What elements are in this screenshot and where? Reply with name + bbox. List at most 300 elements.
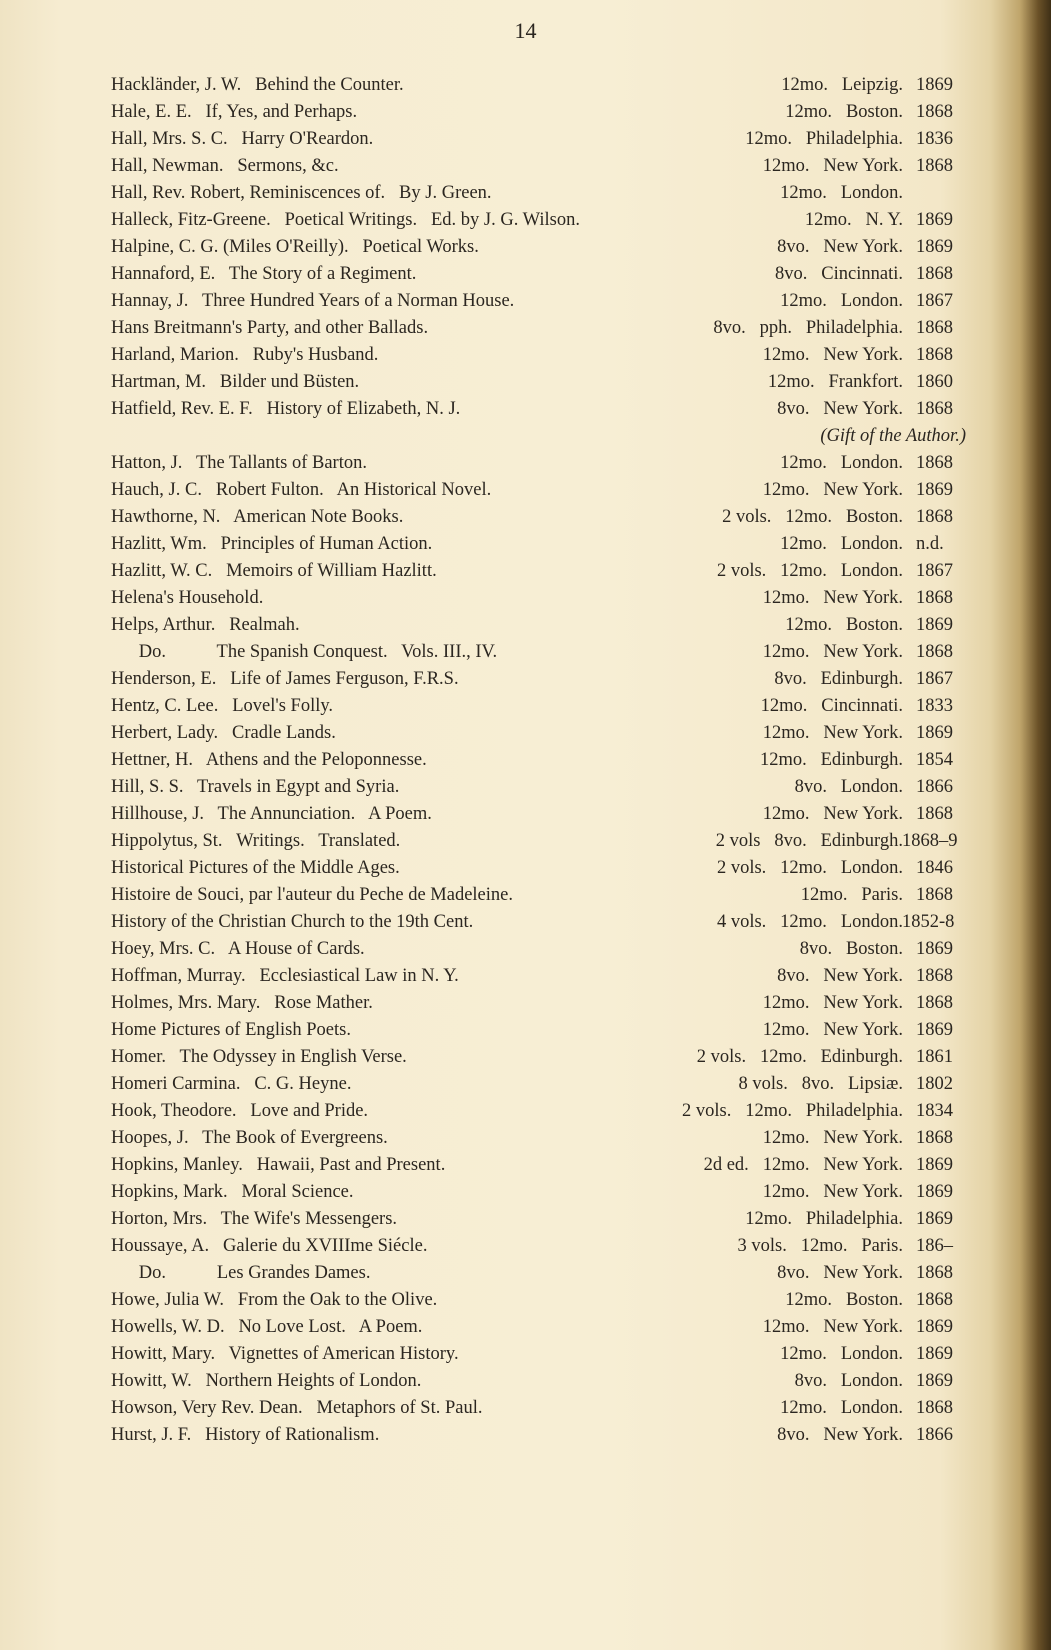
entry-format: 12mo. — [767, 372, 815, 392]
entry-imprint — [763, 801, 903, 827]
catalogue-entry — [0, 990, 1051, 1016]
entry-year: 1867 — [916, 291, 953, 311]
catalogue-entry — [0, 450, 1051, 476]
entry-place: New York. — [823, 966, 903, 986]
entry-year: 1869 — [916, 210, 953, 230]
entry-year: 1833 — [916, 696, 953, 716]
entry-title: Hentz, C. Lee. Lovel's Folly. — [111, 696, 334, 716]
entry-format: 12mo. — [780, 453, 827, 473]
entry-title: Do. Les Grandes Dames. — [111, 1263, 371, 1283]
entry-imprint — [800, 936, 903, 962]
entry-year: 1869 — [916, 615, 953, 635]
entry-place: London. — [840, 777, 903, 797]
entry-year: 1861 — [916, 1047, 953, 1067]
entry-place: Philadelphia. — [805, 318, 903, 338]
entry-year: 1868 — [916, 507, 953, 527]
entry-title: Hannay, J. Three Hundred Years of a Norman House. — [111, 291, 515, 311]
entry-place: London. — [840, 291, 903, 311]
entry-year: 1868 — [916, 642, 953, 662]
entry-place: New York. — [823, 399, 903, 419]
entry-imprint — [717, 558, 903, 584]
entry-year: 1868 — [916, 1290, 953, 1310]
entry-format: 12mo. — [780, 858, 827, 878]
entry-title: Hall, Rev. Robert, Reminiscences of. By J. Green. — [111, 183, 492, 203]
entry-imprint — [768, 369, 903, 395]
entry-place: London. — [840, 858, 903, 878]
entry-year: 1869 — [916, 75, 953, 95]
entry-format: 12mo. — [762, 1128, 810, 1148]
entry-year: 1868 — [916, 804, 953, 824]
entry-year: 1869 — [916, 1020, 953, 1040]
catalogue-entry — [0, 1341, 1051, 1367]
catalogue-entry — [0, 747, 1051, 773]
entry-vols: 2 vols. — [696, 1047, 747, 1067]
entry-place: London. — [840, 1398, 903, 1418]
entry-year: 1869 — [916, 237, 953, 257]
entry-format: 8vo. — [777, 966, 810, 986]
entry-place: New York. — [823, 1020, 903, 1040]
entry-title: Home Pictures of English Poets. — [111, 1020, 351, 1040]
entry-format: 12mo. — [785, 102, 833, 122]
entry-place: Boston. — [845, 615, 903, 635]
entry-imprint — [717, 855, 903, 881]
entry-imprint — [761, 693, 903, 719]
entry-year: n.d. — [916, 534, 944, 554]
entry-year: 1868 — [916, 399, 953, 419]
entry-place: Edinburgh. — [820, 831, 903, 851]
catalogue-entry — [0, 1044, 1051, 1070]
entry-imprint — [738, 1233, 903, 1259]
catalogue-entry — [0, 882, 1051, 908]
entry-format: 8vo. — [775, 264, 808, 284]
entry-format: pph. — [759, 318, 793, 338]
entry-year: 1869 — [916, 480, 953, 500]
entry-title: Homeri Carmina. C. G. Heyne. — [111, 1074, 352, 1094]
entry-format: 12mo. — [762, 480, 810, 500]
entry-imprint — [763, 585, 903, 611]
entry-place: Cincinnati. — [821, 264, 903, 284]
catalogue-entry — [0, 1233, 1051, 1259]
entry-title: Hopkins, Mark. Moral Science. — [111, 1182, 354, 1202]
catalogue-entry — [0, 639, 1051, 665]
entry-place: Boston. — [845, 507, 903, 527]
entry-place: Philadelphia. — [805, 1101, 903, 1121]
entry-place: London. — [840, 1344, 903, 1364]
entry-title: Hippolytus, St. Writings. Translated. — [111, 831, 401, 851]
entry-vols: 8 vols. — [738, 1074, 788, 1094]
entry-title: Hill, S. S. Travels in Egypt and Syria. — [111, 777, 400, 797]
entry-title: Helena's Household. — [111, 588, 264, 608]
catalogue-entry — [0, 207, 1051, 233]
entry-title: Historical Pictures of the Middle Ages. — [111, 858, 400, 878]
entry-title: Hoey, Mrs. C. A House of Cards. — [111, 939, 365, 959]
entry-format: 12mo. — [762, 642, 810, 662]
entry-format: 12mo. — [804, 210, 852, 230]
entry-format: 12mo. — [760, 696, 808, 716]
entry-year: 1866 — [916, 1425, 953, 1445]
entry-imprint — [777, 234, 903, 260]
entry-imprint — [780, 531, 903, 557]
entry-format: 12mo. — [780, 183, 827, 203]
entry-imprint — [704, 1152, 903, 1178]
entry-place: Boston. — [845, 1290, 903, 1310]
entry-place: New York. — [823, 993, 903, 1013]
entry-title: Howells, W. D. No Love Lost. A Poem. — [111, 1317, 423, 1337]
entry-format: 12mo. — [780, 1398, 827, 1418]
catalogue-entry — [0, 1395, 1051, 1421]
catalogue-entry — [0, 612, 1051, 638]
entry-year: 1868 — [916, 156, 953, 176]
entry-place: New York. — [823, 642, 903, 662]
entry-title: Horton, Mrs. The Wife's Messengers. — [111, 1209, 398, 1229]
entry-vols: 2 vols. — [682, 1101, 732, 1121]
catalogue-entry — [0, 855, 1051, 881]
entry-title: Helps, Arthur. Realmah. — [111, 615, 300, 635]
entry-year: 1869 — [916, 1371, 953, 1391]
entry-place: New York. — [823, 804, 903, 824]
entry-place: Philadelphia. — [805, 129, 903, 149]
entry-vols: 2 vols. — [716, 561, 767, 581]
entry-title: History of the Christian Church to the 19th Cent. — [111, 912, 474, 932]
entry-format: 12mo. — [759, 750, 807, 770]
entry-imprint — [785, 1287, 903, 1313]
catalogue-entry — [0, 720, 1051, 746]
catalogue-entry — [0, 180, 1051, 206]
entry-title: Hale, E. E. If, Yes, and Perhaps. — [111, 102, 358, 122]
entry-format: 12mo. — [800, 1236, 848, 1256]
entry-year: 1868 — [916, 885, 953, 905]
entry-format: 12mo. — [780, 561, 827, 581]
catalogue-entry — [0, 1152, 1051, 1178]
entry-title: Halleck, Fitz-Greene. Poetical Writings. Ed. by J. G. Wilson. — [111, 210, 580, 230]
catalogue-entry — [0, 1098, 1051, 1124]
entry-imprint — [763, 720, 903, 746]
entry-imprint — [760, 747, 903, 773]
entry-vols: 2 vols — [715, 831, 761, 851]
entry-title: Howitt, Mary. Vignettes of American History. — [111, 1344, 459, 1364]
entry-year: 1854 — [916, 750, 953, 770]
entry-year: 1869 — [916, 1344, 953, 1364]
entry-year: 1834 — [916, 1101, 953, 1121]
catalogue-entry — [0, 1125, 1051, 1151]
entry-format: 8vo. — [774, 831, 807, 851]
catalogue-entry — [0, 1422, 1051, 1448]
entry-year: 1868–9 — [902, 831, 958, 851]
catalogue-entry — [0, 396, 1051, 422]
entry-year: 1869 — [916, 1182, 953, 1202]
entry-format: 12mo. — [759, 1047, 807, 1067]
catalogue-entry — [0, 288, 1051, 314]
entry-place: New York. — [823, 723, 903, 743]
entry-year: 186– — [916, 1236, 953, 1256]
entry-place: Edinburgh. — [820, 750, 903, 770]
entry-format: 12mo. — [762, 1182, 810, 1202]
catalogue-entry — [0, 666, 1051, 692]
entry-format: 12mo. — [780, 1344, 827, 1364]
entry-place: Boston. — [845, 939, 903, 959]
entry-title: Herbert, Lady. Cradle Lands. — [111, 723, 336, 743]
entry-format: 8vo. — [777, 1263, 810, 1283]
entry-title: Howitt, W. Northern Heights of London. — [111, 1371, 422, 1391]
entry-title: Houssaye, A. Galerie du XVIIIme Siécle. — [111, 1236, 428, 1256]
entry-year: 1868 — [916, 318, 953, 338]
entry-imprint — [763, 639, 903, 665]
entry-year: 1868 — [916, 345, 953, 365]
entry-year: 1868 — [916, 1128, 953, 1148]
entry-place: Boston. — [845, 102, 903, 122]
entry-format: 12mo. — [785, 1290, 833, 1310]
entry-title: Hurst, J. F. History of Rationalism. — [111, 1425, 380, 1445]
entry-imprint — [777, 396, 903, 422]
entry-year: 1868 — [916, 102, 953, 122]
entry-format: 12mo. — [800, 885, 848, 905]
entry-place: Paris. — [861, 885, 903, 905]
entry-imprint — [781, 72, 903, 98]
catalogue-entry — [0, 342, 1051, 368]
entry-place: London. — [840, 1371, 903, 1391]
entry-year: 1867 — [916, 561, 953, 581]
catalogue-entry — [0, 315, 1051, 341]
entry-imprint — [775, 261, 903, 287]
entry-year: 1867 — [916, 669, 953, 689]
entry-imprint — [763, 1314, 903, 1340]
entry-title: Halpine, C. G. (Miles O'Reilly). Poetical Works. — [111, 237, 479, 257]
entry-title: Hans Breitmann's Party, and other Ballads. — [111, 318, 429, 338]
entry-place: Edinburgh. — [820, 669, 903, 689]
entry-place: London. — [840, 561, 903, 581]
entry-title: Do. The Spanish Conquest. Vols. III., IV. — [111, 642, 498, 662]
catalogue-entry — [0, 531, 1051, 557]
entry-place: London. — [840, 534, 903, 554]
entry-imprint — [801, 882, 903, 908]
entry-format: 12mo. — [762, 723, 810, 743]
entry-place: Frankfort. — [828, 372, 903, 392]
entry-format: 12mo. — [745, 1209, 793, 1229]
catalogue-entry — [0, 693, 1051, 719]
entry-year: 1868 — [916, 588, 953, 608]
catalogue-entry — [0, 1179, 1051, 1205]
catalogue-entry — [0, 801, 1051, 827]
entry-place: London. — [840, 912, 903, 932]
entry-place: New York. — [823, 1317, 903, 1337]
gift-note: (Gift of the Author.) — [820, 426, 966, 446]
entry-imprint — [745, 126, 903, 152]
entry-vols: 3 vols. — [737, 1236, 787, 1256]
entry-title: Hackländer, J. W. Behind the Counter. — [111, 75, 404, 95]
entry-place: N. Y. — [865, 210, 903, 230]
entry-imprint — [795, 1368, 903, 1394]
entry-title: Hoffman, Murray. Ecclesiastical Law in N. Y. — [111, 966, 459, 986]
entry-year: 1869 — [916, 1155, 953, 1175]
entry-title: Holmes, Mrs. Mary. Rose Mather. — [111, 993, 373, 1013]
entry-year: 1868 — [916, 1398, 953, 1418]
entry-imprint — [780, 450, 903, 476]
entry-format: 12mo. — [781, 75, 828, 95]
entry-title: Hauch, J. C. Robert Fulton. An Historical Novel. — [111, 480, 492, 500]
entry-title: Histoire de Souci, par l'auteur du Peche de Madeleine. — [111, 885, 513, 905]
entry-imprint — [777, 1422, 903, 1448]
entry-format: 12mo. — [762, 993, 810, 1013]
entry-format: 8vo. — [799, 939, 833, 959]
entry-format: 12mo. — [762, 156, 810, 176]
entry-place: New York. — [823, 156, 903, 176]
entry-format: 12mo. — [762, 1020, 810, 1040]
entry-place: New York. — [823, 1182, 903, 1202]
catalogue-entry — [0, 936, 1051, 962]
entry-imprint — [785, 612, 903, 638]
entry-format: 8vo. — [777, 399, 810, 419]
entry-title: Hall, Mrs. S. C. Harry O'Reardon. — [111, 129, 374, 149]
entry-imprint — [717, 909, 903, 935]
entry-imprint — [763, 1017, 903, 1043]
entry-format: 12mo. — [762, 345, 810, 365]
entry-imprint — [785, 99, 903, 125]
entry-vols: 4 vols. — [716, 912, 767, 932]
entry-format: 12mo. — [780, 534, 827, 554]
entry-format: 12mo. — [762, 804, 810, 824]
entry-title: Hawthorne, N. American Note Books. — [111, 507, 404, 527]
entry-place: London. — [840, 453, 903, 473]
page-number: 14 — [514, 18, 537, 43]
catalogue-entry — [0, 126, 1051, 152]
entry-imprint — [795, 774, 903, 800]
entry-title: Hannaford, E. The Story of a Regiment. — [111, 264, 417, 284]
entry-place: New York. — [823, 480, 903, 500]
catalogue-entry — [0, 1287, 1051, 1313]
entry-format: 12mo. — [745, 129, 793, 149]
entry-imprint — [780, 180, 903, 206]
entry-imprint — [697, 1044, 903, 1070]
entry-place: New York. — [823, 1155, 903, 1175]
catalogue-entry — [0, 504, 1051, 530]
entry-format: 12mo. — [785, 507, 833, 527]
entry-title: Hook, Theodore. Love and Pride. — [111, 1101, 369, 1121]
entry-year: 1868 — [916, 966, 953, 986]
entry-imprint — [780, 1395, 903, 1421]
entry-title: Hall, Newman. Sermons, &c. — [111, 156, 339, 176]
catalogue-entry — [0, 963, 1051, 989]
entry-year: 1869 — [916, 939, 953, 959]
entry-title: Hopkins, Manley. Hawaii, Past and Present. — [111, 1155, 446, 1175]
entry-imprint — [722, 504, 903, 530]
catalogue-entry — [0, 1071, 1051, 1097]
entry-title: Hettner, H. Athens and the Peloponnesse. — [111, 750, 427, 770]
catalogue-entry — [0, 1260, 1051, 1286]
entry-vols: 2 vols. — [722, 507, 772, 527]
entry-imprint — [763, 1179, 903, 1205]
entry-title: Hatton, J. The Tallants of Barton. — [111, 453, 367, 473]
entry-place: New York. — [823, 345, 903, 365]
entry-format: 12mo. — [762, 1317, 810, 1337]
entry-format: 8vo. — [774, 669, 807, 689]
entry-year: 1846 — [916, 858, 953, 878]
entry-year: 1869 — [916, 1209, 953, 1229]
entry-title: Howson, Very Rev. Dean. Metaphors of St. Paul. — [111, 1398, 483, 1418]
entry-format: 8vo. — [777, 237, 810, 257]
entry-title: Homer. The Odyssey in English Verse. — [111, 1047, 407, 1067]
catalogue-entry — [0, 1368, 1051, 1394]
catalogue-entry — [0, 261, 1051, 287]
catalogue-entry — [0, 585, 1051, 611]
entry-vols: 2d ed. — [703, 1155, 749, 1175]
entry-title: Harland, Marion. Ruby's Husband. — [111, 345, 379, 365]
entry-place: Leipzig. — [841, 75, 903, 95]
entry-format: 8vo. — [801, 1074, 835, 1094]
entry-place: Philadelphia. — [805, 1209, 903, 1229]
entry-title: Howe, Julia W. From the Oak to the Olive. — [111, 1290, 438, 1310]
entry-place: Paris. — [861, 1236, 903, 1256]
entry-year: 1860 — [916, 372, 953, 392]
entry-place: New York. — [823, 1263, 903, 1283]
entry-format: 12mo. — [780, 291, 827, 311]
entry-imprint — [780, 1341, 903, 1367]
entry-title: Hoopes, J. The Book of Evergreens. — [111, 1128, 388, 1148]
entry-imprint — [763, 990, 903, 1016]
entry-format: 12mo. — [785, 615, 833, 635]
catalogue-entry — [0, 99, 1051, 125]
entry-place: New York. — [823, 1128, 903, 1148]
entry-imprint — [682, 1098, 903, 1124]
entry-imprint — [763, 1125, 903, 1151]
entry-place: New York. — [823, 588, 903, 608]
entry-imprint — [763, 477, 903, 503]
entry-title: Hatfield, Rev. E. F. History of Elizabeth, N. J. — [111, 399, 461, 419]
entry-vols: 8vo. — [713, 318, 746, 338]
catalogue-entry — [0, 72, 1051, 98]
entry-place: Edinburgh. — [820, 1047, 903, 1067]
catalogue-entry — [0, 774, 1051, 800]
entry-title: Hillhouse, J. The Annunciation. A Poem. — [111, 804, 432, 824]
entry-imprint — [780, 288, 903, 314]
entry-year: 1802 — [916, 1074, 953, 1094]
catalogue-entry — [0, 828, 1051, 854]
entry-format: 12mo. — [745, 1101, 793, 1121]
entry-imprint — [745, 1206, 903, 1232]
catalogue-entry — [0, 1017, 1051, 1043]
entry-format: 12mo. — [780, 912, 827, 932]
entry-format: 8vo. — [794, 777, 827, 797]
catalogue-entry — [0, 234, 1051, 260]
entry-place: Cincinnati. — [821, 696, 903, 716]
entry-year: 1852-8 — [902, 912, 955, 932]
entry-format: 8vo. — [777, 1425, 810, 1445]
catalogue-entry — [0, 369, 1051, 395]
entry-format: 12mo. — [762, 588, 810, 608]
entry-imprint — [777, 1260, 903, 1286]
entry-imprint — [805, 207, 903, 233]
entry-place: Lipsiæ. — [848, 1074, 903, 1094]
entry-year: 1869 — [916, 1317, 953, 1337]
entry-imprint — [713, 315, 903, 341]
entry-vols: 2 vols. — [716, 858, 767, 878]
entry-imprint — [716, 828, 903, 854]
entry-title: Henderson, E. Life of James Ferguson, F.R.S. — [111, 669, 459, 689]
entry-format: 12mo. — [762, 1155, 810, 1175]
catalogue-entry — [0, 1314, 1051, 1340]
entry-year: 1868 — [916, 264, 953, 284]
entry-imprint — [774, 666, 903, 692]
entry-place: New York. — [823, 1425, 903, 1445]
catalogue-entry — [0, 153, 1051, 179]
entry-place: New York. — [823, 237, 903, 257]
entry-title: Hazlitt, W. C. Memoirs of William Hazlitt. — [111, 561, 437, 581]
catalogue-entry — [0, 558, 1051, 584]
entry-title: Hartman, M. Bilder und Büsten. — [111, 372, 360, 392]
catalogue-entry — [0, 477, 1051, 503]
entry-year: 1836 — [916, 129, 953, 149]
entry-title: Hazlitt, Wm. Principles of Human Action. — [111, 534, 433, 554]
entry-imprint — [763, 153, 903, 179]
